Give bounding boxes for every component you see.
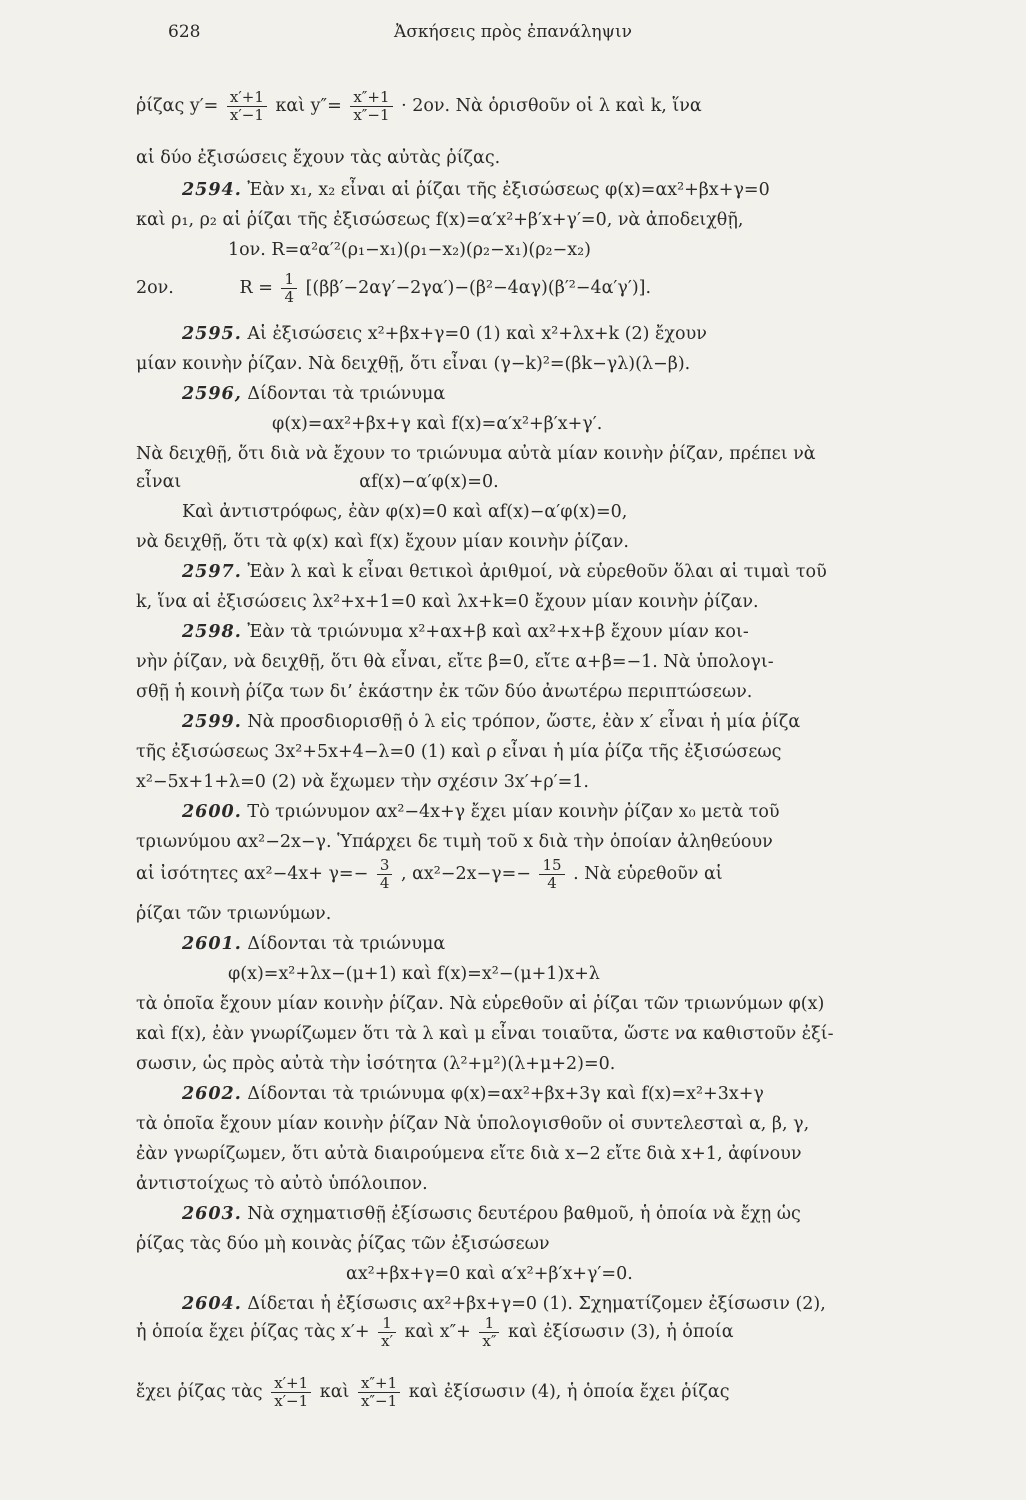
exercise-2601: 2601. Δίδονται τὰ τριώνυμα [182,934,446,954]
text-line: φ(x)=αx²+βx+γ καὶ f(x)=α′x²+β′x+γ′. [272,414,603,434]
text-line: 1ον. R=α²α′²(ρ₁−x₁)(ρ₁−x₂)(ρ₂−x₁)(ρ₂−x₂) [228,240,591,260]
text-line: τριωνύμου αx²−2x−γ. Ὑπάρχει δε τιμὴ τοῦ x διὰ τὴν ὁποίαν ἀληθεύουν [136,832,773,852]
text-line: εἶναι αf(x)−α′φ(x)=0. [136,472,499,492]
text-line: ῥίζας y′= $\frac{x'+1}{x'-1}$ καὶ y″= $\frac{x''+1}{x''-1}$ · 2ον. Νὰ ὁρισθοῦν οἱ λ καὶ k, ἵνα [136,88,702,124]
fraction: $\frac{3}{4}$ [377,858,393,891]
fraction: $\frac{1}{x''}$ [479,1316,499,1349]
text-line: Νὰ δειχθῇ, ὅτι διὰ νὰ ἔχουν το τριώνυμα αὐτὰ μίαν κοινὴν ῥίζαν, πρέπει νὰ [136,444,816,464]
text-line: νὴν ῥίζαν, νὰ δειχθῇ, ὅτι θὰ εἶναι, εἴτε β=0, εἴτε α+β=−1. Νὰ ὑπολογι- [136,652,774,672]
fraction: $\frac{15}{4}$ [539,858,564,891]
exercise-2595: 2595. Αἱ ἐξισώσεις x²+βx+γ=0 (1) καὶ x²+λx+k (2) ἔχουν [182,324,707,344]
exercise-2599: 2599. Νὰ προσδιορισθῇ ὁ λ εἰς τρόπον, ὥστε, ἐὰν x′ εἶναι ἡ μία ῥίζα [182,712,801,732]
exercise-2600: 2600. Τὸ τριώνυμον αx²−4x+γ ἔχει μίαν κοινὴν ῥίζαν x₀ μετὰ τοῦ [182,802,780,822]
text-line: τὰ ὁποῖα ἔχουν μίαν κοινὴν ῥίζαν. Νὰ εὑρεθοῦν αἱ ῥίζαι τῶν τριωνύμων φ(x) [136,994,825,1014]
text-line: καὶ ρ₁, ρ₂ αἱ ῥίζαι τῆς ἐξισώσεως f(x)=α′x²+β′x+γ′=0, νὰ ἀποδειχθῇ, [136,210,744,230]
exercise-2604: 2604. Δίδεται ἡ ἐξίσωσις αx²+βx+γ=0 (1). Σχηματίζομεν ἐξίσωσιν (2), [182,1294,826,1314]
fraction: $\frac{x''+1}{x''-1}$ [358,1376,400,1409]
text-line: ῥίζαι τῶν τριωνύμων. [136,904,332,924]
text-line: k, ἵνα αἱ ἐξισώσεις λx²+x+1=0 καὶ λx+k=0 ἔχουν μίαν κοινὴν ῥίζαν. [136,592,759,612]
text-line: σθῇ ἡ κοινὴ ῥίζα των δι’ ἑκάστην ἐκ τῶν δύο ἀνωτέρω περιπτώσεων. [136,682,753,702]
fraction: $\frac{x'+1}{x'-1}$ [227,90,267,123]
exercise-2603: 2603. Νὰ σχηματισθῇ ἐξίσωσις δευτέρου βαθμοῦ, ἡ ὁποία νὰ ἔχῃ ὡς [182,1204,801,1224]
page-number: 628 [168,22,201,42]
text-line: ἡ ὁποία ἔχει ῥίζας τὰς x′+ $\frac{1}{x'}$ καὶ x″+ $\frac{1}{x''}$ καὶ ἐξίσωσιν (3), ἡ ὁποία [136,1314,734,1350]
exercise-2598: 2598. Ἐὰν τὰ τριώνυμα x²+αx+β καὶ αx²+x+β ἔχουν μίαν κοι- [182,622,749,642]
exercise-2597: 2597. Ἐὰν λ καὶ k εἶναι θετικοὶ ἀριθμοί, νὰ εὑρεθοῦν ὅλαι αἱ τιμαὶ τοῦ [182,562,827,582]
text-line: x²−5x+1+λ=0 (2) νὰ ἔχωμεν τὴν σχέσιν 3x′+ρ′=1. [136,772,589,792]
text-line: αἱ ἰσότητες αx²−4x+ γ=− $\frac{3}{4}$ , αx²−2x−γ=− $\frac{15}{4}$ . Νὰ εὑρεθοῦν αἱ [136,856,723,892]
fraction: $\frac{1}{4}$ [281,272,297,305]
text-line: τῆς ἐξισώσεως 3x²+5x+4−λ=0 (1) καὶ ρ εἶναι ἡ μία ῥίζα τῆς ἐξισώσεως [136,742,782,762]
text-line: αx²+βx+γ=0 καὶ α′x²+β′x+γ′=0. [346,1264,633,1284]
text-line: Καὶ ἀντιστρόφως, ἐὰν φ(x)=0 καὶ αf(x)−α′φ(x)=0, [182,502,628,522]
text-line: ἐὰν γνωρίζωμεν, ὅτι αὐτὰ διαιρούμενα εἴτε διὰ x−2 εἴτε διὰ x+1, ἀφίνουν [136,1144,802,1164]
text-line: ἔχει ῥίζας τὰς $\frac{x'+1}{x'-1}$ καὶ $\frac{x''+1}{x''-1}$ καὶ ἐξίσωσιν (4), ἡ ὁποία ἔχει ῥίζας [136,1374,730,1410]
fraction: $\frac{x''+1}{x''-1}$ [350,90,392,123]
text-line: μίαν κοινὴν ῥίζαν. Νὰ δειχθῇ, ὅτι εἶναι (γ−k)²=(βk−γλ)(λ−β). [136,354,691,374]
running-header: Ἀσκήσεις πρὸς ἐπανάληψιν [394,22,632,42]
text-line: ῥίζας τὰς δύο μὴ κοινὰς ῥίζας τῶν ἐξισώσεων [136,1234,550,1254]
exercise-2594: 2594. Ἐὰν x₁, x₂ εἶναι αἱ ῥίζαι τῆς ἐξισώσεως φ(x)=αx²+βx+γ=0 [182,180,770,200]
text-line: ἀντιστοίχως τὸ αὐτὸ ὑπόλοιπον. [136,1174,428,1194]
text-line: 2ον. R = $\frac{1}{4}$ [(ββ′−2αγ′−2γα′)−(β²−4αγ)(β′²−4α′γ′)]. [136,270,652,306]
text-line: σωσιν, ὡς πρὸς αὐτὰ τὴν ἰσότητα (λ²+μ²)(λ+μ+2)=0. [136,1054,616,1074]
text-line: αἱ δύο ἐξισώσεις ἔχουν τὰς αὐτὰς ῥίζας. [136,148,501,168]
exercise-2602: 2602. Δίδονται τὰ τριώνυμα φ(x)=αx²+βx+3γ καὶ f(x)=x²+3x+γ [182,1084,764,1104]
text-line: νὰ δειχθῇ, ὅτι τὰ φ(x) καὶ f(x) ἔχουν μίαν κοινὴν ῥίζαν. [136,532,629,552]
text-line: τὰ ὁποῖα ἔχουν μίαν κοινὴν ῥίζαν Νὰ ὑπολογισθοῦν οἱ συντελεσταὶ α, β, γ, [136,1114,810,1134]
exercise-2596: 2596, Δίδονται τὰ τριώνυμα [182,384,446,404]
text-line: καὶ f(x), ἐὰν γνωρίζωμεν ὅτι τὰ λ καὶ μ εἶναι τοιαῦτα, ὥστε να καθιστοῦν ἐξί- [136,1024,834,1044]
text-line: φ(x)=x²+λx−(μ+1) καὶ f(x)=x²−(μ+1)x+λ [228,964,600,984]
fraction: $\frac{x'+1}{x'-1}$ [271,1376,311,1409]
fraction: $\frac{1}{x'}$ [378,1316,396,1349]
